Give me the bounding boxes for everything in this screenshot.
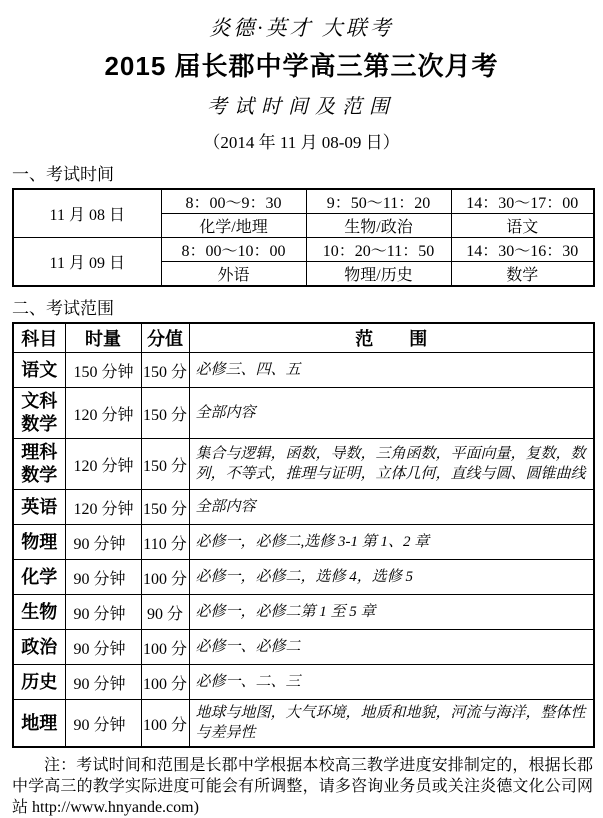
exam-range: 必修一、二、三 [189,665,594,700]
exam-score: 100 分 [141,560,189,595]
exam-range: 地球与地图，大气环境，地质和地貌，河流与海洋，整体性与差异性 [189,700,594,748]
exam-time: 14：30～17：00 [451,189,594,214]
section2-heading: 二、考试范围 [12,299,114,318]
exam-subjects: 数学 [451,262,594,287]
exam-date: 11 月 09 日 [13,238,161,287]
exam-duration: 90 分钟 [65,525,141,560]
exam-subjects: 物理/历史 [306,262,451,287]
exam-range: 全部内容 [189,490,594,525]
exam-score: 100 分 [141,630,189,665]
col-header-duration: 时量 [65,323,141,353]
subject-name: 语文 [13,353,65,388]
exam-time: 14：30～16：30 [451,238,594,262]
subject-name: 文科数学 [13,388,65,439]
exam-score: 150 分 [141,490,189,525]
exam-range: 必修一，必修二,选修 3-1 第 1、2 章 [189,525,594,560]
scope-row [13,665,594,700]
exam-scope-table [12,322,595,748]
exam-time: 8：00～9：30 [161,189,306,214]
exam-subjects: 化学/地理 [161,214,306,238]
col-header-score: 分值 [141,323,189,353]
schedule-time-row [13,189,594,214]
subject-name: 历史 [13,665,65,700]
footnote: 注：考试时间和范围是长郡中学根据本校高三教学进度安排制定的，根据长郡中学高三的教学实际进度可能会有所调整，请多咨询业务员或关注炎德文化公司网站 http://www.hnyande.com) [12,757,593,816]
subject-name: 物理 [13,525,65,560]
scope-row [13,525,594,560]
exam-range: 必修一、必修二 [189,630,594,665]
exam-subjects: 语文 [451,214,594,238]
scope-row [13,353,594,388]
exam-score: 150 分 [141,439,189,490]
subject-name: 政治 [13,630,65,665]
scope-row [13,439,594,490]
subject-name: 理科数学 [13,439,65,490]
scope-row [13,560,594,595]
scope-row [13,630,594,665]
schedule-time-row [13,238,594,262]
subject-name: 英语 [13,490,65,525]
exam-score: 100 分 [141,665,189,700]
exam-duration: 90 分钟 [65,630,141,665]
exam-range: 集合与逻辑，函数，导数，三角函数，平面向量，复数，数列，不等式，推理与证明，立体几何，直线与圆、圆锥曲线 [189,439,594,490]
exam-range: 必修一，必修二第 1 至 5 章 [189,595,594,630]
exam-subjects: 外语 [161,262,306,287]
subject-name: 地理 [13,700,65,748]
exam-duration: 90 分钟 [65,700,141,748]
exam-time: 9：50～11：20 [306,189,451,214]
exam-score: 150 分 [141,388,189,439]
exam-date: 11 月 08 日 [13,189,161,238]
exam-score: 110 分 [141,525,189,560]
exam-duration: 120 分钟 [65,490,141,525]
exam-range: 全部内容 [189,388,594,439]
exam-duration: 120 分钟 [65,439,141,490]
subject-name: 生物 [13,595,65,630]
exam-duration: 90 分钟 [65,560,141,595]
scope-header-row [13,323,594,353]
col-header-subject: 科目 [13,323,65,353]
brand-title: 炎德·英才 大联考 [209,16,394,40]
exam-range: 必修一，必修二，选修 4，选修 5 [189,560,594,595]
exam-range: 必修三、四、五 [189,353,594,388]
exam-duration: 120 分钟 [65,388,141,439]
scope-row [13,388,594,439]
col-header-range: 范 围 [189,323,594,353]
date-range: （2014 年 11 月 08-09 日） [203,133,400,152]
scope-row [13,490,594,525]
exam-duration: 150 分钟 [65,353,141,388]
subject-name: 化学 [13,560,65,595]
main-title: 2015 届长郡中学高三第三次月考 [104,51,499,81]
exam-subjects: 生物/政治 [306,214,451,238]
section1-heading: 一、考试时间 [12,165,114,184]
exam-score: 90 分 [141,595,189,630]
scope-row [13,595,594,630]
exam-score: 150 分 [141,353,189,388]
exam-score: 100 分 [141,700,189,748]
subtitle: 考试时间及范围 [207,96,396,118]
exam-duration: 90 分钟 [65,595,141,630]
scope-row [13,700,594,748]
exam-duration: 90 分钟 [65,665,141,700]
exam-time: 8：00～10：00 [161,238,306,262]
exam-time-table [12,188,595,287]
exam-time: 10：20～11：50 [306,238,451,262]
